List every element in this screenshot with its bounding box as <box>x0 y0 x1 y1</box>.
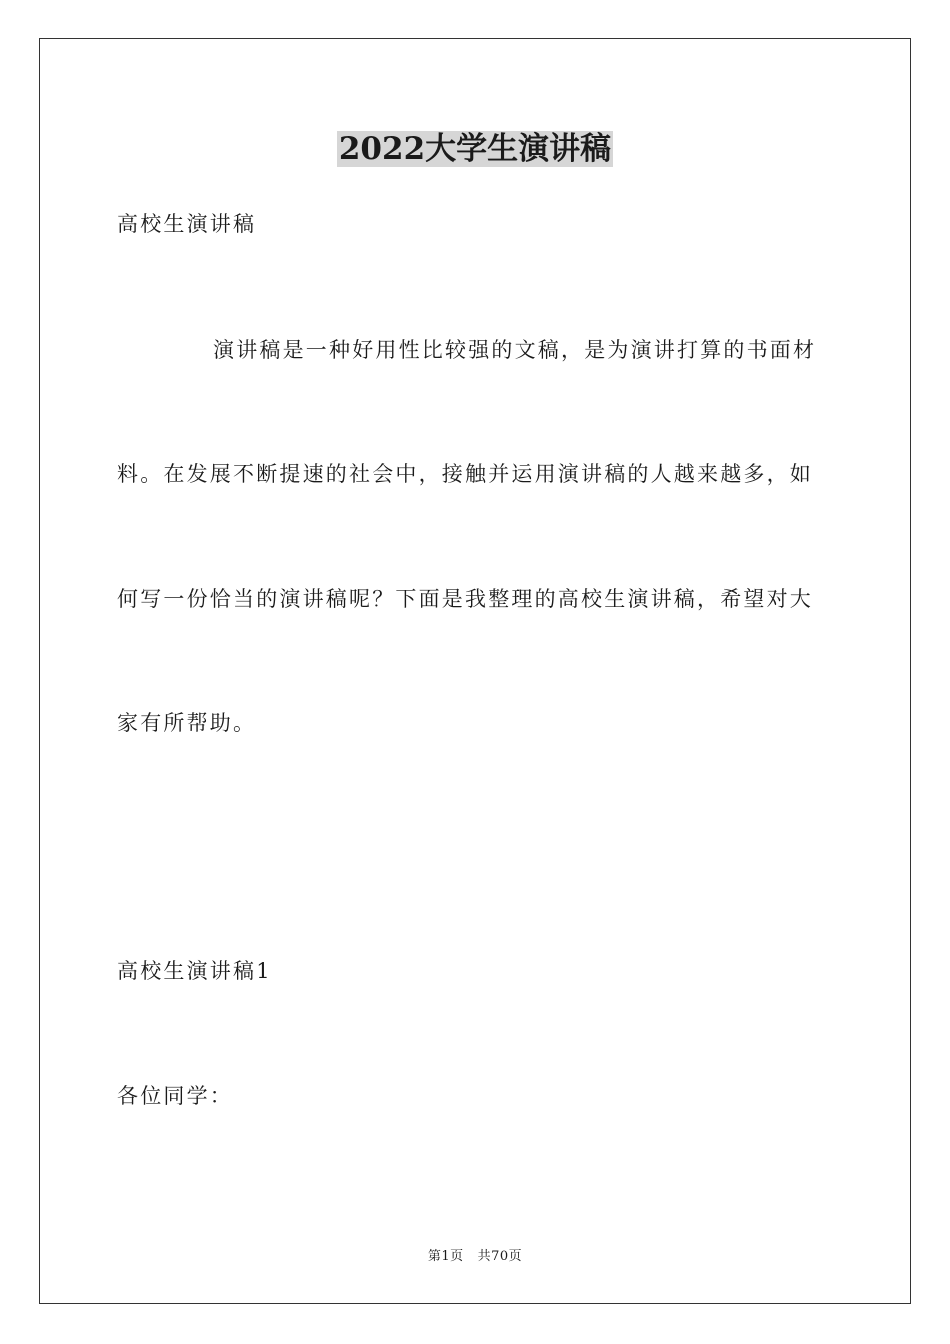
section-heading: 高校生演讲稿 <box>117 212 257 236</box>
body-line-3: 何写一份恰当的演讲稿呢？下面是我整理的高校生演讲稿，希望对大 <box>117 587 813 611</box>
body-line-2: 料。在发展不断提速的社会中，接触并运用演讲稿的人越来越多，如 <box>117 462 813 486</box>
page-footer <box>0 1248 950 1266</box>
document-title <box>0 128 950 170</box>
page-total: 共70页 <box>477 1249 523 1264</box>
body-line-1: 演讲稿是一种好用性比较强的文稿，是为演讲打算的书面材 <box>213 338 817 362</box>
salutation: 各位同学： <box>117 1084 233 1108</box>
speech-heading: 高校生演讲稿1 <box>117 959 272 983</box>
document-title-text: 2022大学生演讲稿 <box>338 131 612 167</box>
body-line-4: 家有所帮助。 <box>117 711 257 735</box>
page-number: 第1页 <box>427 1249 464 1264</box>
